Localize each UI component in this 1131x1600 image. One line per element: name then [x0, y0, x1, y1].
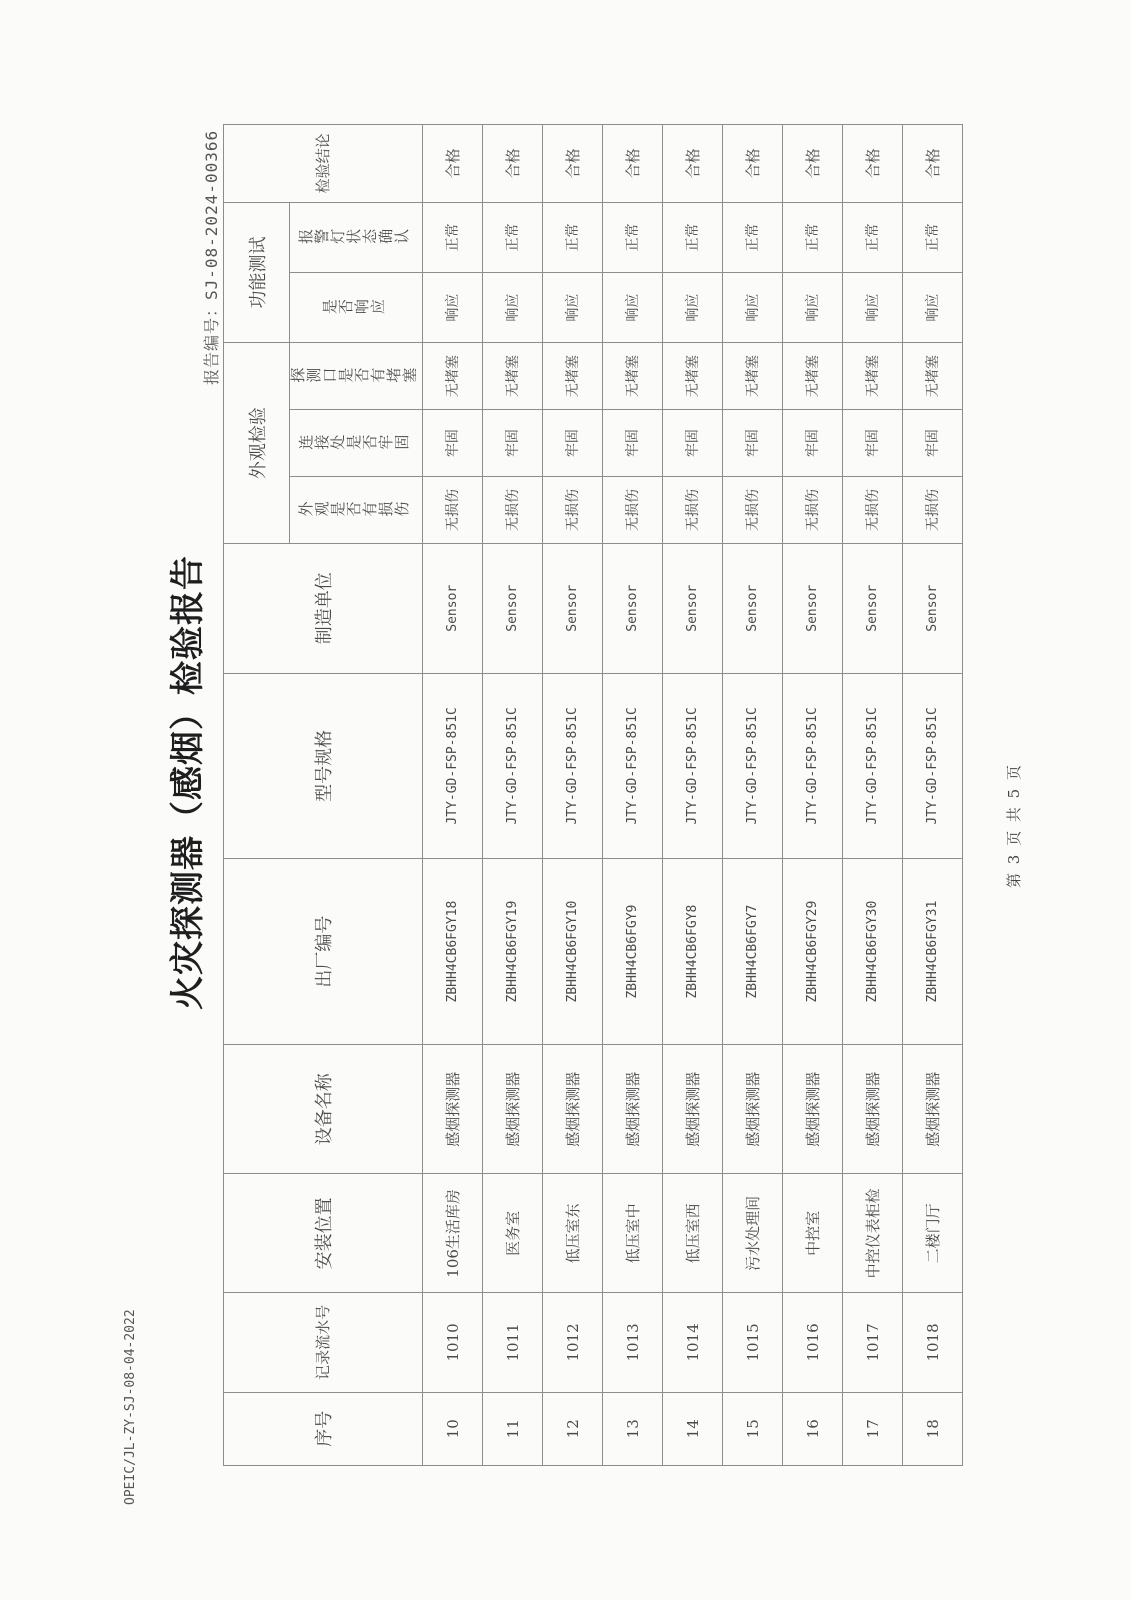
- inspection-table: [223, 124, 963, 1466]
- cell-seq: 15: [723, 1392, 783, 1465]
- cell-damage: 无损伤: [663, 477, 723, 544]
- table-row: [483, 125, 543, 1466]
- cell-connection: 牢固: [603, 410, 663, 477]
- cell-device: 感烟探测器: [843, 1044, 903, 1174]
- cell-serial: ZBHH4CB6FGY10: [543, 859, 603, 1045]
- cell-damage: 无损伤: [543, 477, 603, 544]
- cell-alarm: 正常: [423, 202, 483, 272]
- cell-damage: 无损伤: [483, 477, 543, 544]
- cell-blocked: 无堵塞: [423, 343, 483, 410]
- cell-seq: 11: [483, 1392, 543, 1465]
- cell-response: 响应: [423, 272, 483, 342]
- cell-maker: Sensor: [423, 543, 483, 673]
- cell-location: 低压室西: [663, 1174, 723, 1293]
- page-number: 第 3 页 共 5 页: [1005, 763, 1023, 888]
- page-title: 火灾探测器（感烟）检验报告: [168, 555, 208, 1010]
- cell-connection: 牢固: [543, 410, 603, 477]
- header-serial: 出厂编号: [224, 859, 423, 1045]
- cell-serial: ZBHH4CB6FGY7: [723, 859, 783, 1045]
- cell-record: 1014: [663, 1293, 723, 1392]
- cell-record: 1012: [543, 1293, 603, 1392]
- cell-response: 响应: [603, 272, 663, 342]
- cell-damage: 无损伤: [723, 477, 783, 544]
- cell-blocked: 无堵塞: [543, 343, 603, 410]
- table-row: [723, 125, 783, 1466]
- header-function-test: 功能测试: [224, 202, 290, 342]
- header-seq: 序号: [224, 1392, 423, 1465]
- cell-serial: ZBHH4CB6FGY30: [843, 859, 903, 1045]
- cell-response: 响应: [783, 272, 843, 342]
- cell-location: 二楼门厅: [903, 1174, 963, 1293]
- cell-location: 医务室: [483, 1174, 543, 1293]
- cell-blocked: 无堵塞: [843, 343, 903, 410]
- cell-maker: Sensor: [543, 543, 603, 673]
- cell-result: 合格: [663, 125, 723, 203]
- cell-damage: 无损伤: [423, 477, 483, 544]
- cell-response: 响应: [483, 272, 543, 342]
- cell-seq: 12: [543, 1392, 603, 1465]
- cell-model: JTY-GD-FSP-851C: [783, 673, 843, 859]
- cell-alarm: 正常: [783, 202, 843, 272]
- cell-alarm: 正常: [483, 202, 543, 272]
- cell-blocked: 无堵塞: [723, 343, 783, 410]
- cell-damage: 无损伤: [783, 477, 843, 544]
- cell-connection: 牢固: [423, 410, 483, 477]
- report-number: 报告编号：SJ-08-2024-00366: [202, 129, 221, 385]
- table-row: [843, 125, 903, 1466]
- table-row: [783, 125, 843, 1466]
- cell-maker: Sensor: [843, 543, 903, 673]
- cell-response: 响应: [843, 272, 903, 342]
- cell-damage: 无损伤: [903, 477, 963, 544]
- cell-result: 合格: [843, 125, 903, 203]
- cell-maker: Sensor: [723, 543, 783, 673]
- cell-device: 感烟探测器: [663, 1044, 723, 1174]
- cell-device: 感烟探测器: [483, 1044, 543, 1174]
- cell-seq: 16: [783, 1392, 843, 1465]
- cell-serial: ZBHH4CB6FGY19: [483, 859, 543, 1045]
- cell-record: 1010: [423, 1293, 483, 1392]
- header-function-alarm: 报警灯状态确认: [290, 202, 423, 272]
- cell-maker: Sensor: [603, 543, 663, 673]
- cell-response: 响应: [663, 272, 723, 342]
- header-manufacturer: 制造单位: [224, 543, 423, 673]
- table-row: [903, 125, 963, 1466]
- cell-serial: ZBHH4CB6FGY8: [663, 859, 723, 1045]
- cell-alarm: 正常: [723, 202, 783, 272]
- cell-maker: Sensor: [903, 543, 963, 673]
- cell-device: 感烟探测器: [543, 1044, 603, 1174]
- cell-blocked: 无堵塞: [483, 343, 543, 410]
- cell-serial: ZBHH4CB6FGY31: [903, 859, 963, 1045]
- table-row: [543, 125, 603, 1466]
- cell-alarm: 正常: [903, 202, 963, 272]
- cell-response: 响应: [903, 272, 963, 342]
- cell-location: 中控室: [783, 1174, 843, 1293]
- cell-seq: 18: [903, 1392, 963, 1465]
- header-record-no: 记录流水号: [224, 1293, 423, 1392]
- cell-location: 污水处理间: [723, 1174, 783, 1293]
- cell-connection: 牢固: [723, 410, 783, 477]
- header-function-response: 是否响应: [290, 272, 423, 342]
- cell-record: 1018: [903, 1293, 963, 1392]
- cell-alarm: 正常: [603, 202, 663, 272]
- cell-alarm: 正常: [543, 202, 603, 272]
- cell-response: 响应: [723, 272, 783, 342]
- header-appearance-blocked: 探测口是否有堵塞: [290, 343, 423, 410]
- cell-serial: ZBHH4CB6FGY18: [423, 859, 483, 1045]
- header-appearance-connection: 连接处是否牢固: [290, 410, 423, 477]
- cell-result: 合格: [423, 125, 483, 203]
- cell-seq: 13: [603, 1392, 663, 1465]
- cell-model: JTY-GD-FSP-851C: [483, 673, 543, 859]
- cell-blocked: 无堵塞: [663, 343, 723, 410]
- cell-location: 中控仪表柜检: [843, 1174, 903, 1293]
- cell-seq: 14: [663, 1392, 723, 1465]
- cell-record: 1016: [783, 1293, 843, 1392]
- header-device-name: 设备名称: [224, 1044, 423, 1174]
- cell-blocked: 无堵塞: [603, 343, 663, 410]
- cell-blocked: 无堵塞: [783, 343, 843, 410]
- cell-maker: Sensor: [783, 543, 843, 673]
- cell-record: 1015: [723, 1293, 783, 1392]
- cell-result: 合格: [723, 125, 783, 203]
- cell-model: JTY-GD-FSP-851C: [663, 673, 723, 859]
- cell-maker: Sensor: [483, 543, 543, 673]
- table-row: [603, 125, 663, 1466]
- cell-model: JTY-GD-FSP-851C: [903, 673, 963, 859]
- cell-model: JTY-GD-FSP-851C: [843, 673, 903, 859]
- cell-record: 1017: [843, 1293, 903, 1392]
- table-row: [423, 125, 483, 1466]
- cell-result: 合格: [603, 125, 663, 203]
- cell-result: 合格: [903, 125, 963, 203]
- cell-record: 1011: [483, 1293, 543, 1392]
- cell-serial: ZBHH4CB6FGY9: [603, 859, 663, 1045]
- cell-device: 感烟探测器: [723, 1044, 783, 1174]
- cell-maker: Sensor: [663, 543, 723, 673]
- cell-device: 感烟探测器: [783, 1044, 843, 1174]
- cell-damage: 无损伤: [843, 477, 903, 544]
- cell-model: JTY-GD-FSP-851C: [543, 673, 603, 859]
- header-location: 安装位置: [224, 1174, 423, 1293]
- cell-device: 感烟探测器: [603, 1044, 663, 1174]
- cell-seq: 10: [423, 1392, 483, 1465]
- cell-connection: 牢固: [483, 410, 543, 477]
- cell-device: 感烟探测器: [423, 1044, 483, 1174]
- header-model: 型号规格: [224, 673, 423, 859]
- cell-seq: 17: [843, 1392, 903, 1465]
- cell-connection: 牢固: [843, 410, 903, 477]
- table-wrapper: [223, 124, 942, 1466]
- table-row: [663, 125, 723, 1466]
- cell-serial: ZBHH4CB6FGY29: [783, 859, 843, 1045]
- cell-record: 1013: [603, 1293, 663, 1392]
- cell-location: 低压室东: [543, 1174, 603, 1293]
- cell-connection: 牢固: [663, 410, 723, 477]
- header-appearance-damage: 外观是否有损伤: [290, 477, 423, 544]
- cell-model: JTY-GD-FSP-851C: [423, 673, 483, 859]
- cell-blocked: 无堵塞: [903, 343, 963, 410]
- cell-device: 感烟探测器: [903, 1044, 963, 1174]
- cell-result: 合格: [783, 125, 843, 203]
- header-appearance: 外观检验: [224, 343, 290, 544]
- cell-result: 合格: [543, 125, 603, 203]
- cell-damage: 无损伤: [603, 477, 663, 544]
- cell-location: 106生活库房: [423, 1174, 483, 1293]
- cell-alarm: 正常: [663, 202, 723, 272]
- header-conclusion: 检验结论: [224, 125, 423, 203]
- cell-result: 合格: [483, 125, 543, 203]
- form-code: OPEIC/JL-ZY-SJ-08-04-2022: [123, 1309, 138, 1505]
- cell-connection: 牢固: [903, 410, 963, 477]
- cell-response: 响应: [543, 272, 603, 342]
- cell-alarm: 正常: [843, 202, 903, 272]
- cell-connection: 牢固: [783, 410, 843, 477]
- cell-location: 低压室中: [603, 1174, 663, 1293]
- cell-model: JTY-GD-FSP-851C: [723, 673, 783, 859]
- cell-model: JTY-GD-FSP-851C: [603, 673, 663, 859]
